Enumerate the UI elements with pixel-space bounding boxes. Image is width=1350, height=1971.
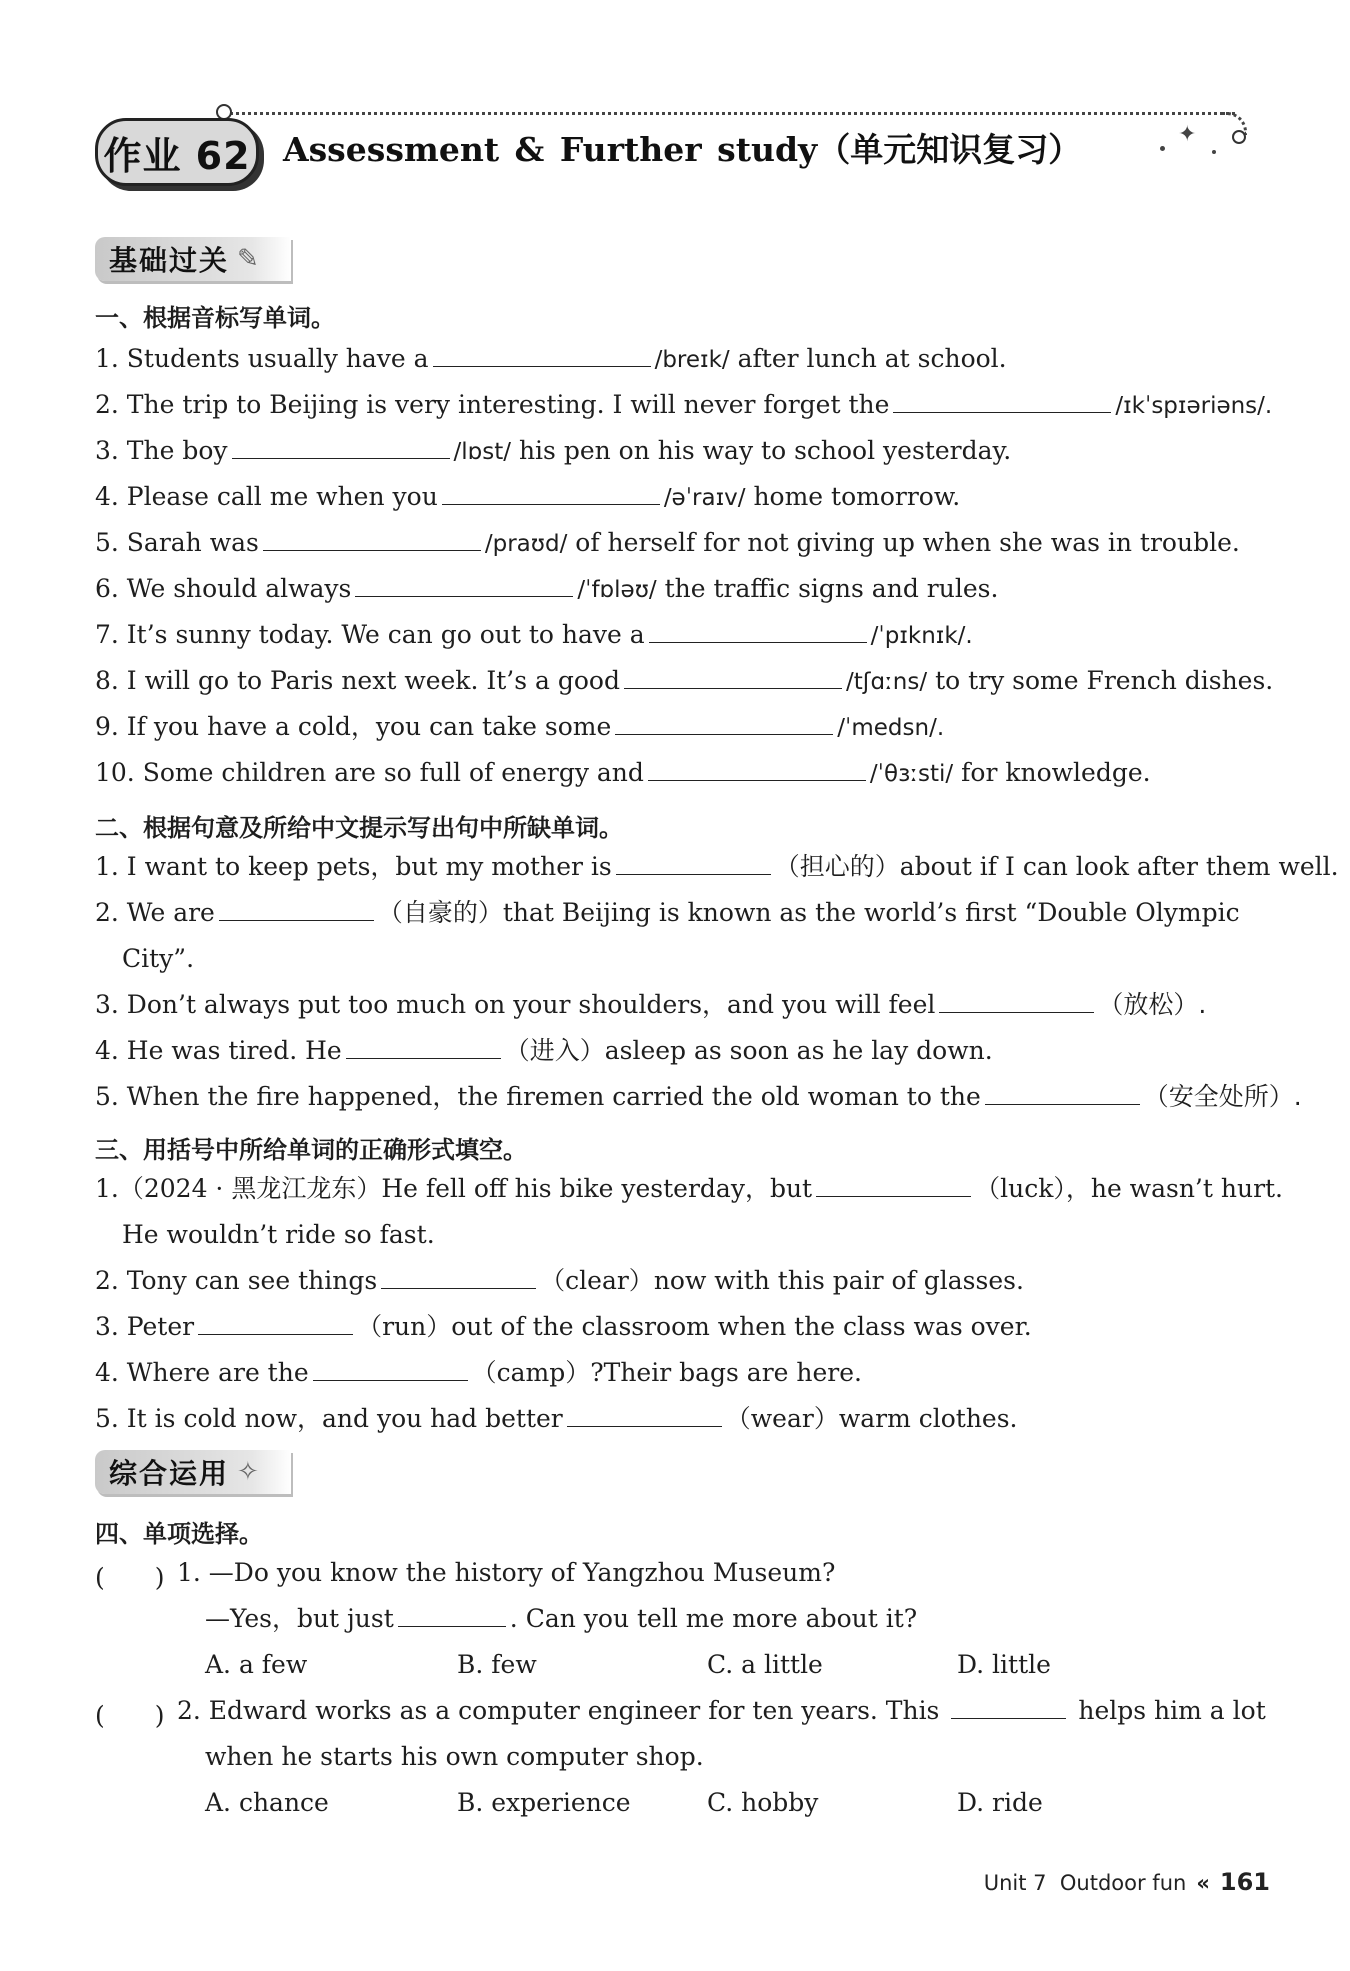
part3-item-4 [95, 1358, 862, 1388]
page-title [283, 124, 1081, 171]
page-number: 161 [1219, 1868, 1270, 1896]
part1-item-1 [95, 344, 1007, 375]
part1-item-5 [95, 528, 1240, 559]
part2-item-2 [95, 898, 1240, 928]
part1-item-3 [95, 436, 1011, 467]
item-text: 2. Tony can see things [95, 1266, 378, 1295]
answer-blank[interactable] [951, 1696, 1066, 1719]
answer-blank[interactable] [939, 990, 1094, 1013]
answer-blank[interactable] [219, 898, 374, 921]
page-footer [984, 1868, 1270, 1896]
phonetic: /tʃɑːns/ [845, 669, 928, 695]
item-text: 5. When the fire happened，the firemen carried the old woman to the [95, 1082, 981, 1111]
item-text: 2. We are [95, 898, 215, 927]
hint: （担心的） [774, 852, 900, 881]
item-text: of herself for not giving up when she was in trouble. [575, 528, 1240, 557]
sparkle-icon: ✦ [1178, 122, 1197, 147]
part1-item-6 [95, 574, 998, 605]
answer-blank[interactable] [649, 620, 867, 643]
item-text: 4. Where are the [95, 1358, 309, 1387]
sparkle-stroke-icon: ✧ [237, 1457, 261, 1487]
phonetic: /ˈmedsn/. [837, 715, 945, 741]
q1-reply [205, 1604, 917, 1634]
phonetic: /lɒst/ [453, 439, 511, 465]
part1-item-2 [95, 390, 1272, 421]
section-tag-application [95, 1450, 291, 1494]
title-english: Assessment & Further study [283, 130, 818, 169]
section-tag-basics [95, 237, 291, 281]
part4-heading: 四、单项选择。 [95, 1520, 263, 1548]
answer-blank[interactable] [313, 1358, 468, 1381]
hint: （wear） [725, 1404, 839, 1433]
footer-unit: Unit 7 [983, 1871, 1047, 1895]
part1-item-7 [95, 620, 973, 651]
phonetic: /əˈraɪv/ [663, 485, 746, 511]
answer-blank[interactable] [624, 666, 842, 689]
part2-item-1 [95, 852, 1339, 882]
item-text: his pen on his way to school yesterday. [518, 436, 1012, 465]
item-text: 6. We should always [95, 574, 352, 603]
section-tag-label: 基础过关 [109, 244, 230, 277]
double-chevron-icon: « [1196, 1871, 1210, 1895]
hint: （自豪的） [377, 898, 503, 927]
answer-paren[interactable]: ( ) [95, 1701, 165, 1730]
hint: （放松）. [1098, 990, 1207, 1019]
item-text: 7. It’s sunny today. We can go out to have a [95, 620, 645, 649]
item-text: Their bags are here. [603, 1358, 862, 1387]
answer-blank[interactable] [615, 712, 833, 735]
item-text: 5. Sarah was [95, 528, 259, 557]
item-text: 8. I will go to Paris next week. It’s a good [95, 666, 620, 695]
part1-item-8 [95, 666, 1273, 697]
item-text: 9. If you have a cold，you can take some [95, 712, 612, 741]
section-tag-label: 综合运用 [109, 1457, 230, 1490]
answer-blank[interactable] [648, 758, 866, 781]
part3-item-5 [95, 1404, 1018, 1434]
item-text: 10. Some children are so full of energy and [95, 758, 644, 787]
q1-option-b[interactable]: B. few [457, 1650, 537, 1679]
phonetic: /breɪk/ [654, 347, 730, 373]
item-text: —Yes，but just [205, 1604, 394, 1633]
item-text: 5. It is cold now，and you had better [95, 1404, 563, 1433]
answer-blank[interactable] [985, 1082, 1140, 1105]
phonetic: /ˈpɪknɪk/. [870, 623, 973, 649]
item-text: home tomorrow. [753, 482, 961, 511]
phonetic: /praʊd/ [484, 531, 568, 557]
item-text: for knowledge. [961, 758, 1151, 787]
title-chinese: （单元知识复习） [817, 130, 1082, 169]
hint: （clear） [540, 1266, 654, 1295]
answer-blank[interactable] [198, 1312, 353, 1335]
q2-option-a[interactable]: A. chance [205, 1788, 329, 1817]
part2-item-2-cont [122, 944, 194, 974]
phonetic: /ɪkˈspɪəriəns/. [1115, 393, 1273, 419]
part3-item-1-cont [122, 1220, 435, 1250]
item-text: to try some French dishes. [935, 666, 1274, 695]
item-text: out of the classroom when the class was over. [451, 1312, 1032, 1341]
item-text: he wasn’t hurt. [1090, 1174, 1284, 1203]
item-text: 3. Peter [95, 1312, 195, 1341]
footer-topic: Outdoor fun [1059, 1871, 1187, 1895]
phonetic: /ˈfɒləʊ/ [577, 577, 657, 603]
q1-option-c[interactable]: C. a little [707, 1650, 823, 1679]
part3-item-2 [95, 1266, 1024, 1296]
hint: （进入） [504, 1036, 605, 1065]
answer-blank[interactable] [381, 1266, 536, 1289]
answer-blank[interactable] [567, 1404, 722, 1427]
hint: （camp）? [471, 1358, 604, 1387]
answer-blank[interactable] [442, 482, 660, 505]
item-text: 2. The trip to Beijing is very interesting. I will never forget the [95, 390, 890, 419]
answer-blank[interactable] [816, 1174, 971, 1197]
answer-blank[interactable] [398, 1604, 506, 1627]
part2-item-4 [95, 1036, 993, 1066]
answer-blank[interactable] [355, 574, 573, 597]
part1-item-9 [95, 712, 944, 743]
item-text: . Can you tell me more about it? [509, 1604, 918, 1633]
item-text: 4. He was tired. He [95, 1036, 342, 1065]
part2-item-5 [95, 1082, 1302, 1112]
item-text: 1. I want to keep pets，but my mother is [95, 852, 612, 881]
item-text: warm clothes. [838, 1404, 1018, 1433]
part1-heading: 一、根据音标写单词。 [95, 304, 335, 332]
hint: （luck）， [975, 1174, 1091, 1203]
item-text: He wouldn’t ride so fast. [122, 1220, 435, 1249]
pencil-icon: ✎ [237, 244, 261, 274]
q2-option-b[interactable]: B. experience [457, 1788, 631, 1817]
answer-paren[interactable]: ( ) [95, 1563, 165, 1592]
item-text: helps him a lot [1078, 1696, 1266, 1725]
part2-heading: 二、根据句意及所给中文提示写出句中所缺单词。 [95, 814, 623, 842]
header-dotted-line [225, 112, 1235, 115]
header-dot-small-2 [1212, 150, 1216, 154]
item-text: 1.（2024 · 黑龙江龙东）He fell off his bike yesterday，but [95, 1174, 813, 1203]
item-text: asleep as soon as he lay down. [604, 1036, 993, 1065]
answer-blank[interactable] [616, 852, 771, 875]
hint: （安全处所）. [1143, 1082, 1302, 1111]
hint: （run） [357, 1312, 452, 1341]
answer-blank[interactable] [232, 436, 450, 459]
header-dot-small [1160, 146, 1165, 151]
part1-item-10 [95, 758, 1151, 789]
q1-option-d[interactable]: D. little [957, 1650, 1051, 1679]
item-text: 4. Please call me when you [95, 482, 438, 511]
item-text: 3. The boy [95, 436, 228, 465]
part3-item-3 [95, 1312, 1032, 1342]
q1-option-a[interactable]: A. a few [205, 1650, 308, 1679]
item-text: 1. Students usually have a [95, 344, 429, 373]
item-text: the traffic signs and rules. [664, 574, 999, 603]
item-text: 2. Edward works as a computer engineer for ten years. This [177, 1696, 940, 1725]
answer-blank[interactable] [433, 344, 651, 367]
header-dot-right [1232, 130, 1246, 144]
part3-item-1 [95, 1174, 1283, 1204]
q2-option-c[interactable]: C. hobby [707, 1788, 819, 1817]
item-text: 3. Don’t always put too much on your shoulders，and you will feel [95, 990, 936, 1019]
q1-stem: 1. —Do you know the history of Yangzhou Museum? [177, 1558, 836, 1587]
item-text: after lunch at school. [737, 344, 1007, 373]
part3-heading: 三、用括号中所给单词的正确形式填空。 [95, 1136, 527, 1164]
answer-blank[interactable] [893, 390, 1111, 413]
answer-blank[interactable] [346, 1036, 501, 1059]
item-text: City”. [122, 944, 195, 973]
q2-option-d[interactable]: D. ride [957, 1788, 1043, 1817]
item-text: now with this pair of glasses. [653, 1266, 1024, 1295]
part2-item-3 [95, 990, 1206, 1020]
item-text: about if I can look after them well. [899, 852, 1339, 881]
homework-number-badge: 作业 62 [95, 118, 259, 186]
phonetic: /ˈθɜːsti/ [869, 761, 954, 787]
item-text: that Beijing is known as the world’s first “Double Olympic [502, 898, 1240, 927]
answer-blank[interactable] [263, 528, 481, 551]
q2-stem-cont: when he starts his own computer shop. [205, 1742, 704, 1771]
q2-stem [177, 1696, 1266, 1726]
part1-item-4 [95, 482, 960, 513]
